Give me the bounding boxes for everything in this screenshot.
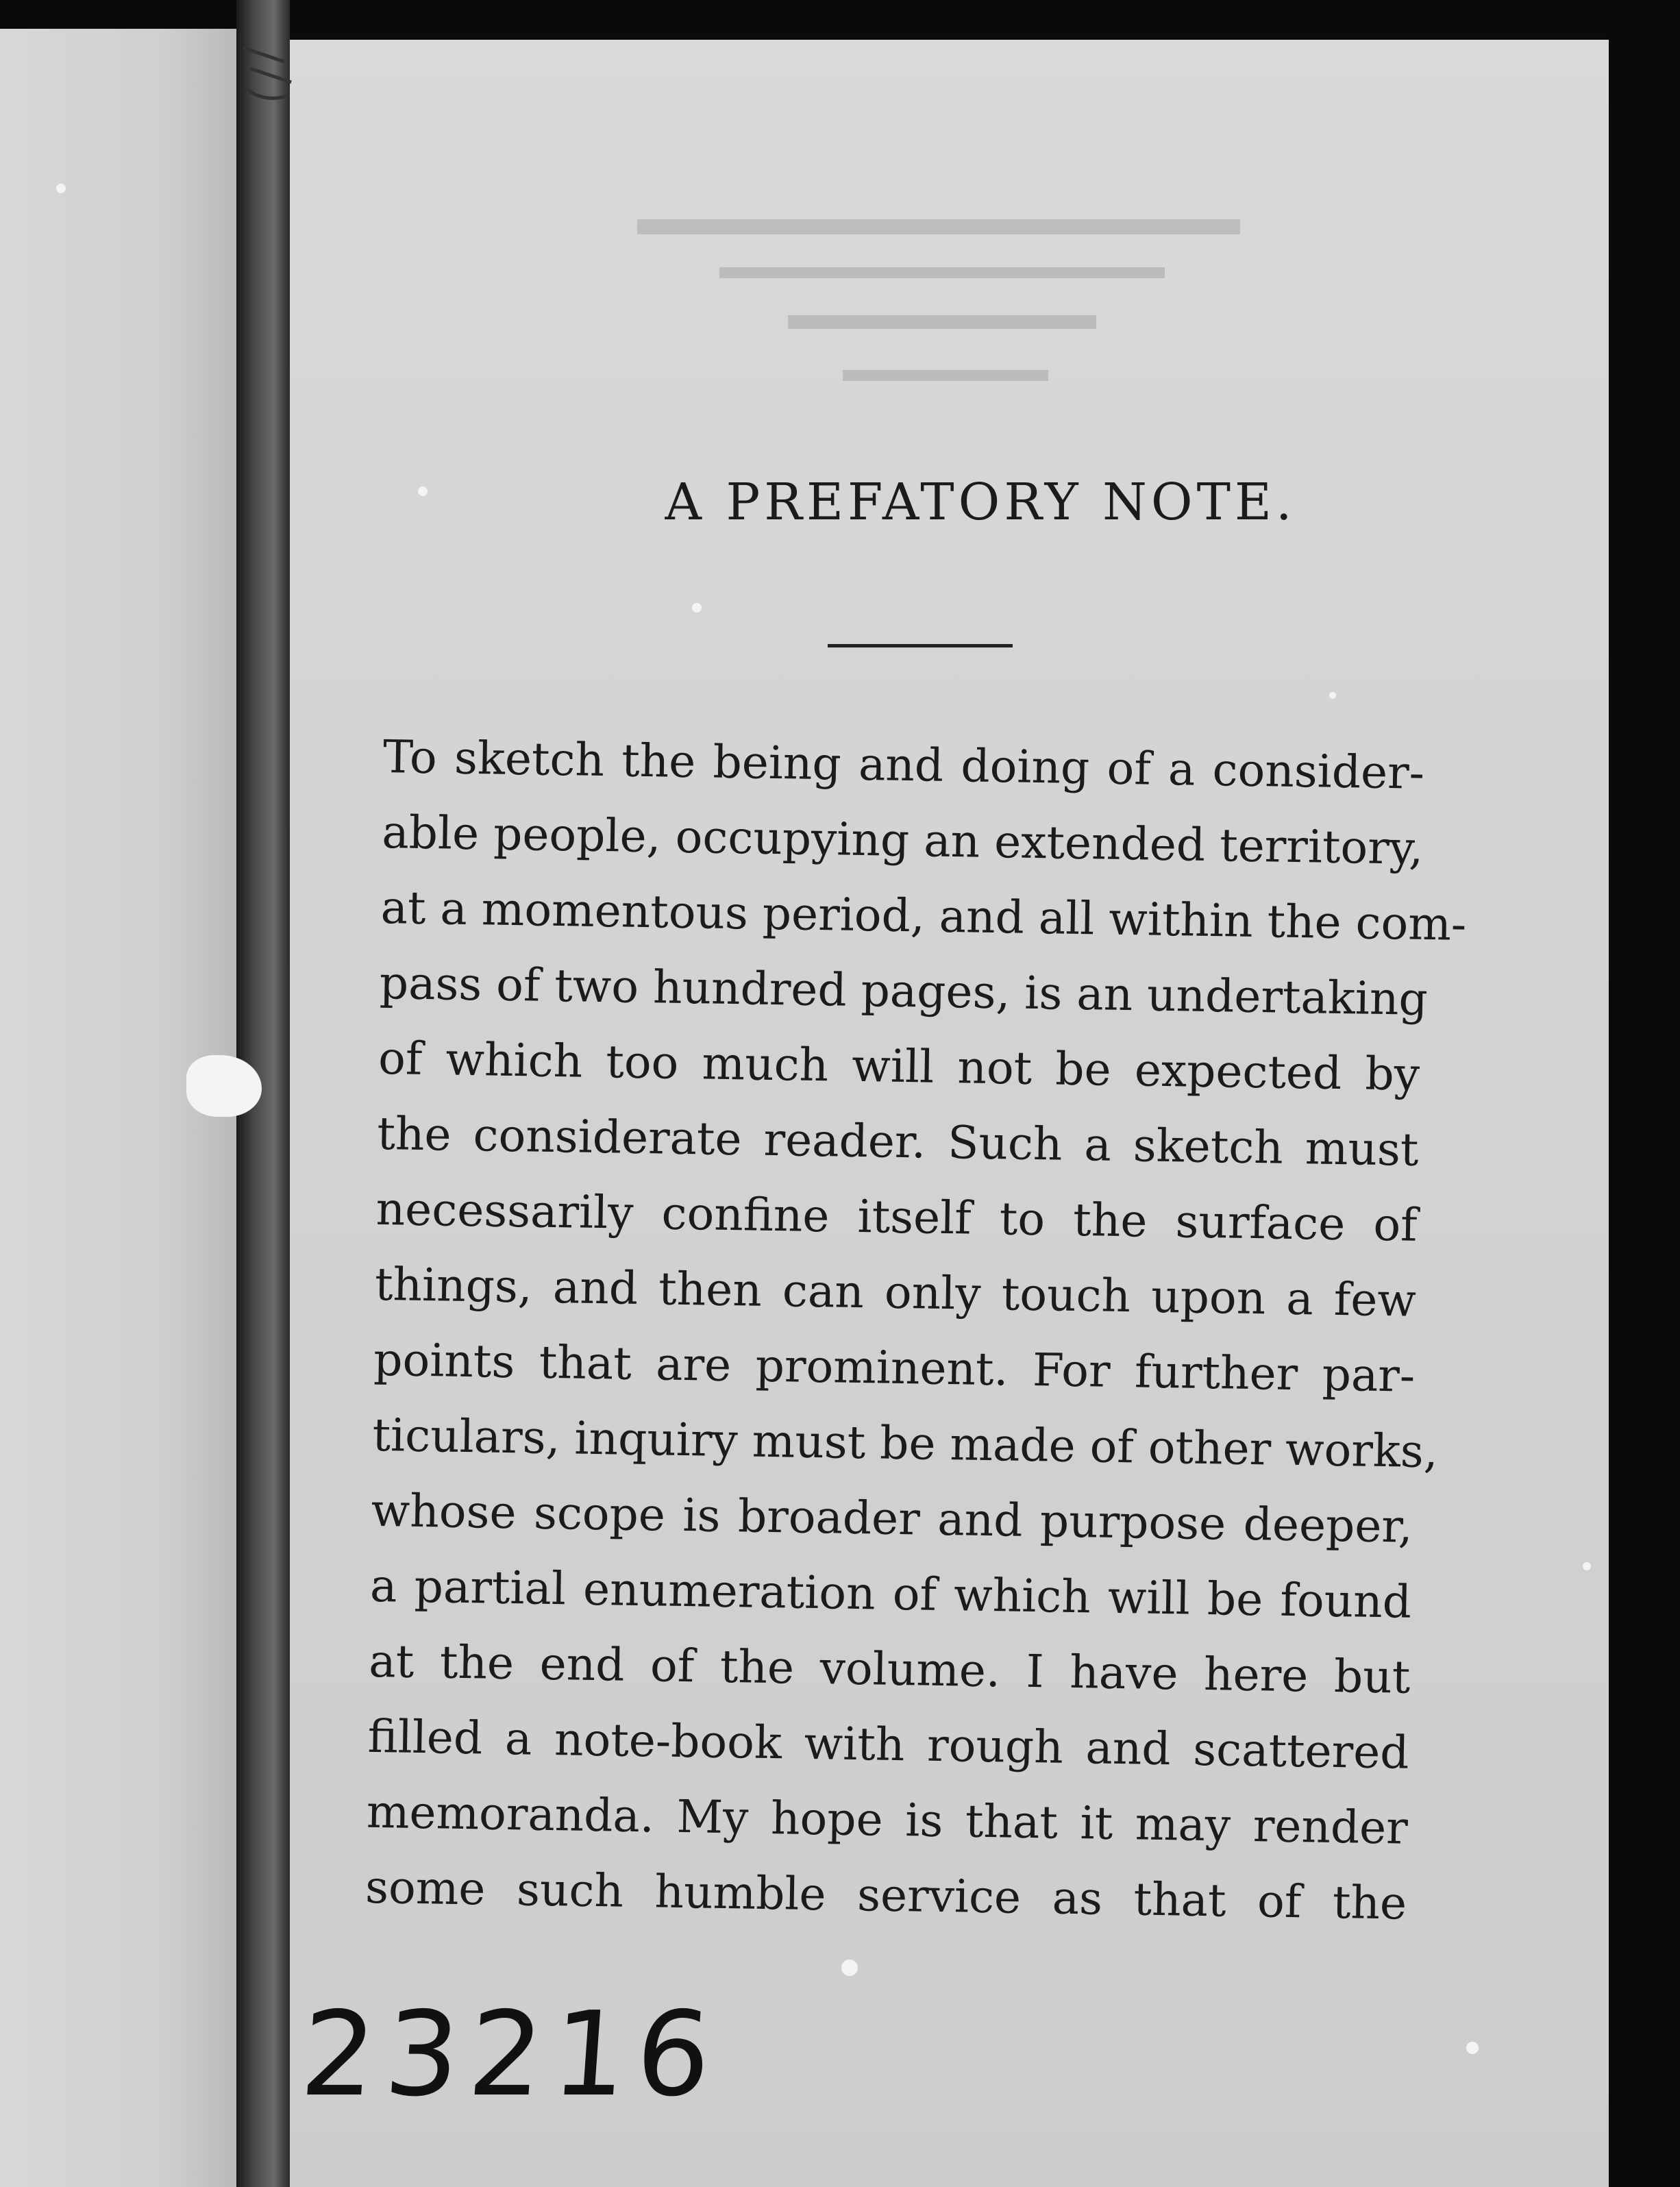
text-line: memoranda. My hope is that it may render — [366, 1785, 1409, 1855]
text-line: at the end of the volume. I have here but — [368, 1634, 1411, 1704]
text-line: pass of two hundred pages, is an undertaking — [379, 956, 1429, 1026]
text-line: filled a note-book with rough and scattered — [367, 1709, 1410, 1779]
text-line: able people, occupying an extended territory, — [381, 805, 1424, 875]
dust-speck — [56, 184, 66, 193]
page-title: A PREFATORY NOTE. — [665, 473, 1296, 532]
show-through-text — [582, 206, 1302, 438]
text-line: points that are prominent. For further par- — [373, 1333, 1416, 1403]
text-line: whose scope is broader and purpose deeper, — [371, 1483, 1413, 1553]
dust-speck — [1466, 2042, 1479, 2054]
dust-speck — [841, 1960, 858, 1976]
text-line: a partial enumeration of which will be found — [369, 1559, 1412, 1629]
text-line: the considerate reader. Such a sketch must — [376, 1107, 1419, 1176]
corner-pencil-mark — [236, 41, 298, 116]
text-line: some such humble service as that of the — [365, 1860, 1407, 1930]
title-rule — [828, 644, 1013, 647]
dust-speck — [1583, 1562, 1591, 1570]
text-line: things, and then can only touch upon a few — [374, 1257, 1417, 1327]
text-line: To sketch the being and doing of a consider- — [382, 730, 1425, 800]
dust-speck — [1329, 692, 1336, 699]
text-line: at a momentous period, and all within the com- — [380, 880, 1467, 951]
body-paragraph — [365, 719, 1467, 1942]
text-line: necessarily confine itself to the surface of — [375, 1182, 1418, 1252]
handwritten-catalog-number: 23216 — [297, 1987, 725, 2123]
text-line: of which too much will not be expected by — [378, 1031, 1420, 1101]
text-line: ticulars, inquiry must be made of other works, — [371, 1408, 1439, 1479]
dust-speck — [692, 603, 702, 613]
right-dark-border — [1609, 0, 1680, 2187]
